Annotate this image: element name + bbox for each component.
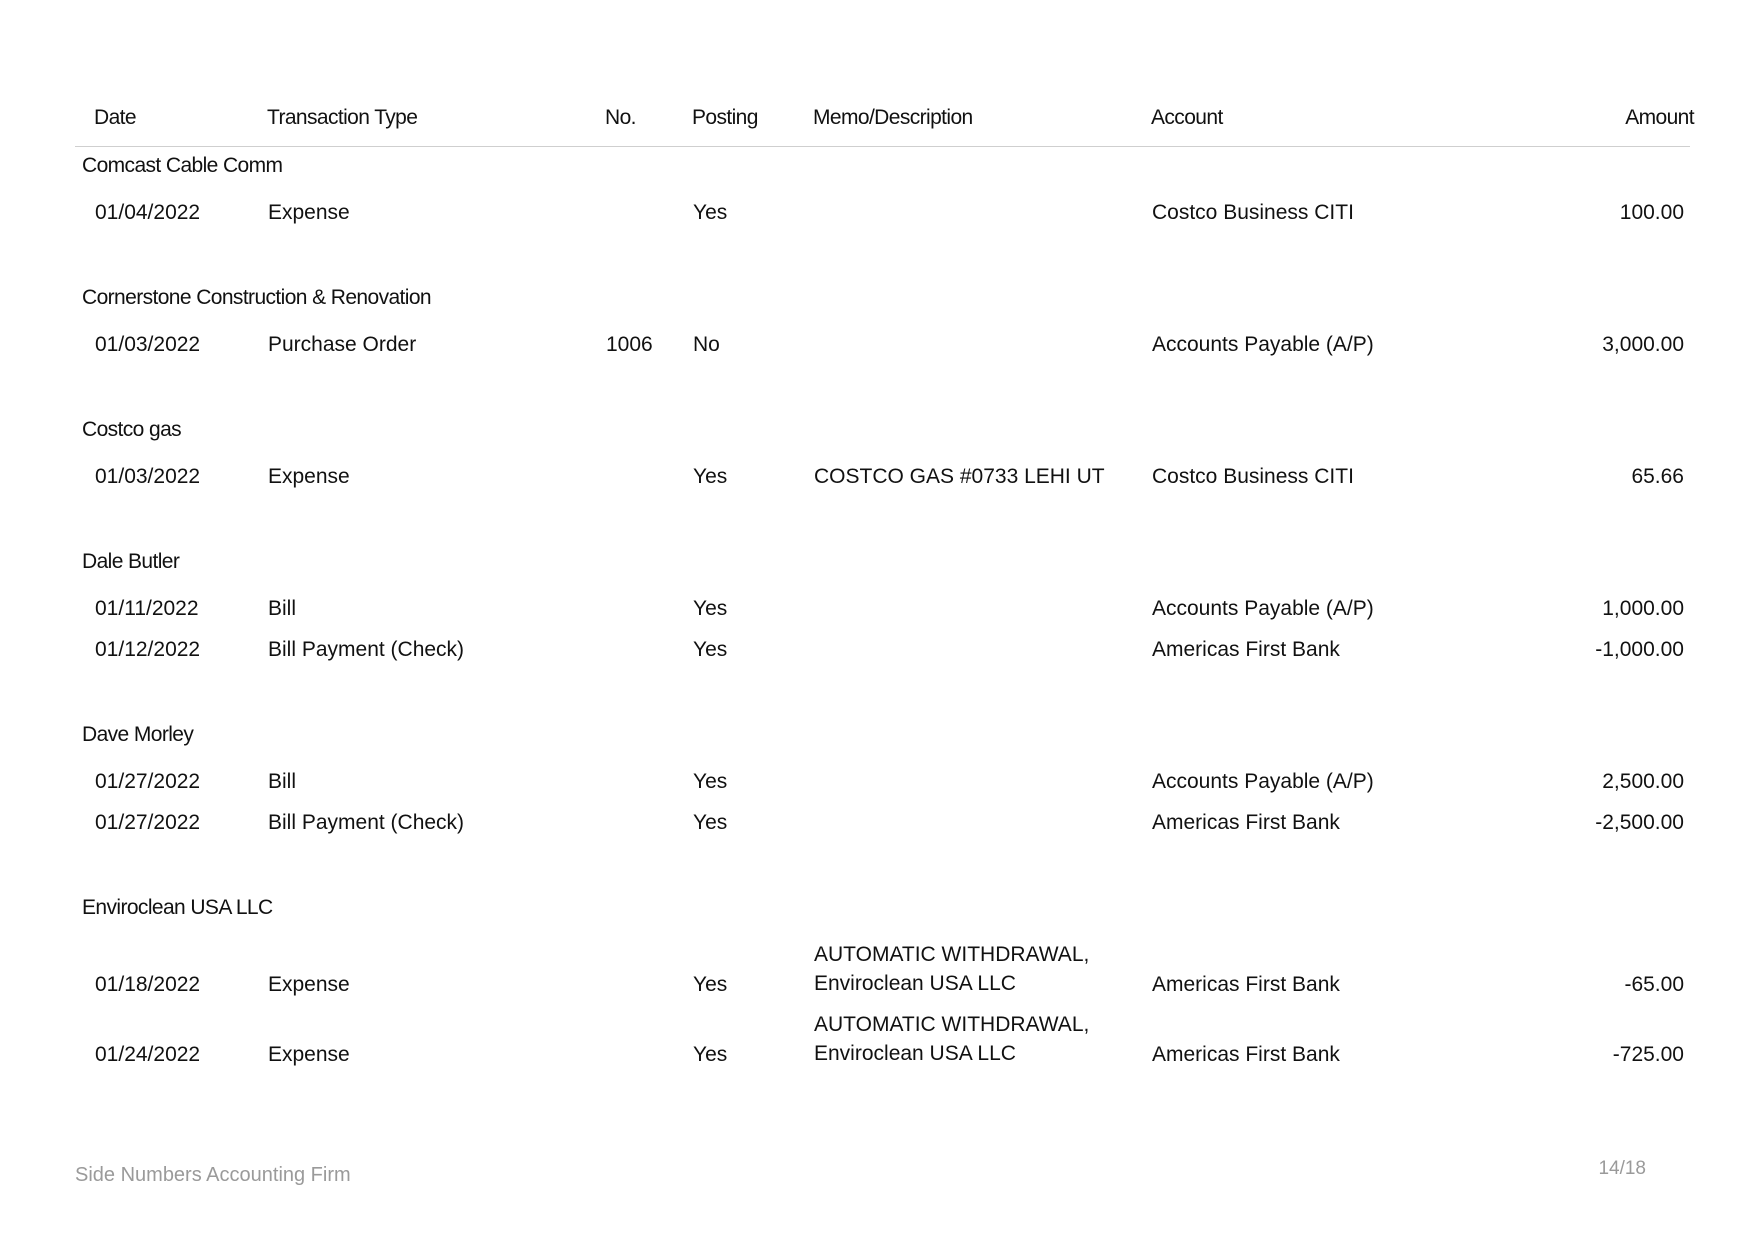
row-transaction-type: Purchase Order: [268, 333, 417, 356]
row-posting: Yes: [693, 465, 728, 488]
table-row: [0, 808, 1755, 838]
row-no: 1006: [606, 333, 653, 356]
row-amount: -1,000.00: [1595, 638, 1684, 661]
column-header-amount: Amount: [1625, 106, 1694, 129]
row-transaction-type: Bill: [268, 770, 297, 793]
row-date: 01/03/2022: [95, 465, 201, 488]
row-posting: Yes: [693, 770, 728, 793]
row-date: 01/27/2022: [95, 770, 201, 793]
group-title: Costco gas: [82, 418, 182, 441]
row-amount: 65.66: [1631, 465, 1684, 488]
row-memo: [814, 1010, 1144, 1068]
column-header-date: Date: [94, 106, 136, 129]
row-posting: Yes: [693, 638, 728, 661]
row-account: Americas First Bank: [1152, 811, 1340, 834]
row-account: Accounts Payable (A/P): [1152, 770, 1374, 793]
memo-line: Enviroclean USA LLC: [814, 972, 1016, 995]
row-account: Accounts Payable (A/P): [1152, 597, 1374, 620]
row-account: Costco Business CITI: [1152, 201, 1354, 224]
table-row: [0, 594, 1755, 624]
row-transaction-type: Expense: [268, 465, 350, 488]
row-amount: 100.00: [1619, 201, 1684, 224]
table-row: [0, 198, 1755, 228]
row-account: Accounts Payable (A/P): [1152, 333, 1374, 356]
row-account: Americas First Bank: [1152, 973, 1340, 996]
column-header-no: No.: [605, 106, 636, 129]
footer-company-name: Side Numbers Accounting Firm: [75, 1164, 351, 1186]
row-transaction-type: Expense: [268, 1043, 350, 1066]
row-account: Americas First Bank: [1152, 638, 1340, 661]
row-amount: -725.00: [1612, 1043, 1684, 1066]
row-account: Americas First Bank: [1152, 1043, 1340, 1066]
row-transaction-type: Expense: [268, 201, 350, 224]
column-header-transaction-type: Transaction Type: [267, 106, 418, 129]
row-posting: Yes: [693, 1043, 728, 1066]
group-title: Enviroclean USA LLC: [82, 896, 273, 919]
row-date: 01/27/2022: [95, 811, 201, 834]
row-date: 01/24/2022: [95, 1043, 201, 1066]
row-amount: 1,000.00: [1602, 597, 1684, 620]
row-transaction-type: Bill Payment (Check): [268, 811, 465, 834]
row-amount: -2,500.00: [1595, 811, 1684, 834]
row-date: 01/04/2022: [95, 201, 201, 224]
row-posting: Yes: [693, 201, 728, 224]
row-amount: 2,500.00: [1602, 770, 1684, 793]
row-date: 01/03/2022: [95, 333, 201, 356]
row-transaction-type: Bill Payment (Check): [268, 638, 465, 661]
row-memo: COSTCO GAS #0733 LEHI UT: [814, 465, 1105, 488]
column-header-account: Account: [1151, 106, 1223, 129]
table-row: [0, 767, 1755, 797]
group-title: Dave Morley: [82, 723, 194, 746]
memo-line: Enviroclean USA LLC: [814, 1042, 1016, 1065]
table-header: [75, 100, 1694, 147]
row-posting: No: [693, 333, 720, 356]
row-account: Costco Business CITI: [1152, 465, 1354, 488]
row-transaction-type: Bill: [268, 597, 297, 620]
row-memo: [814, 940, 1144, 998]
row-date: 01/18/2022: [95, 973, 201, 996]
table-row: [0, 462, 1755, 492]
row-transaction-type: Expense: [268, 973, 350, 996]
row-date: 01/11/2022: [95, 597, 199, 620]
row-posting: Yes: [693, 973, 728, 996]
footer-page-number: 14/18: [1598, 1158, 1646, 1179]
row-date: 01/12/2022: [95, 638, 201, 661]
row-amount: -65.00: [1624, 973, 1684, 996]
group-title: Comcast Cable Comm: [82, 154, 283, 177]
group-title: Cornerstone Construction & Renovation: [82, 286, 432, 309]
column-header-memo: Memo/Description: [813, 106, 973, 129]
row-posting: Yes: [693, 811, 728, 834]
memo-line: AUTOMATIC WITHDRAWAL,: [814, 943, 1090, 966]
row-posting: Yes: [693, 597, 728, 620]
table-row: [0, 330, 1755, 360]
column-header-posting: Posting: [692, 106, 758, 129]
memo-line: AUTOMATIC WITHDRAWAL,: [814, 1013, 1090, 1036]
group-title: Dale Butler: [82, 550, 180, 573]
table-row: [0, 635, 1755, 665]
row-amount: 3,000.00: [1602, 333, 1684, 356]
